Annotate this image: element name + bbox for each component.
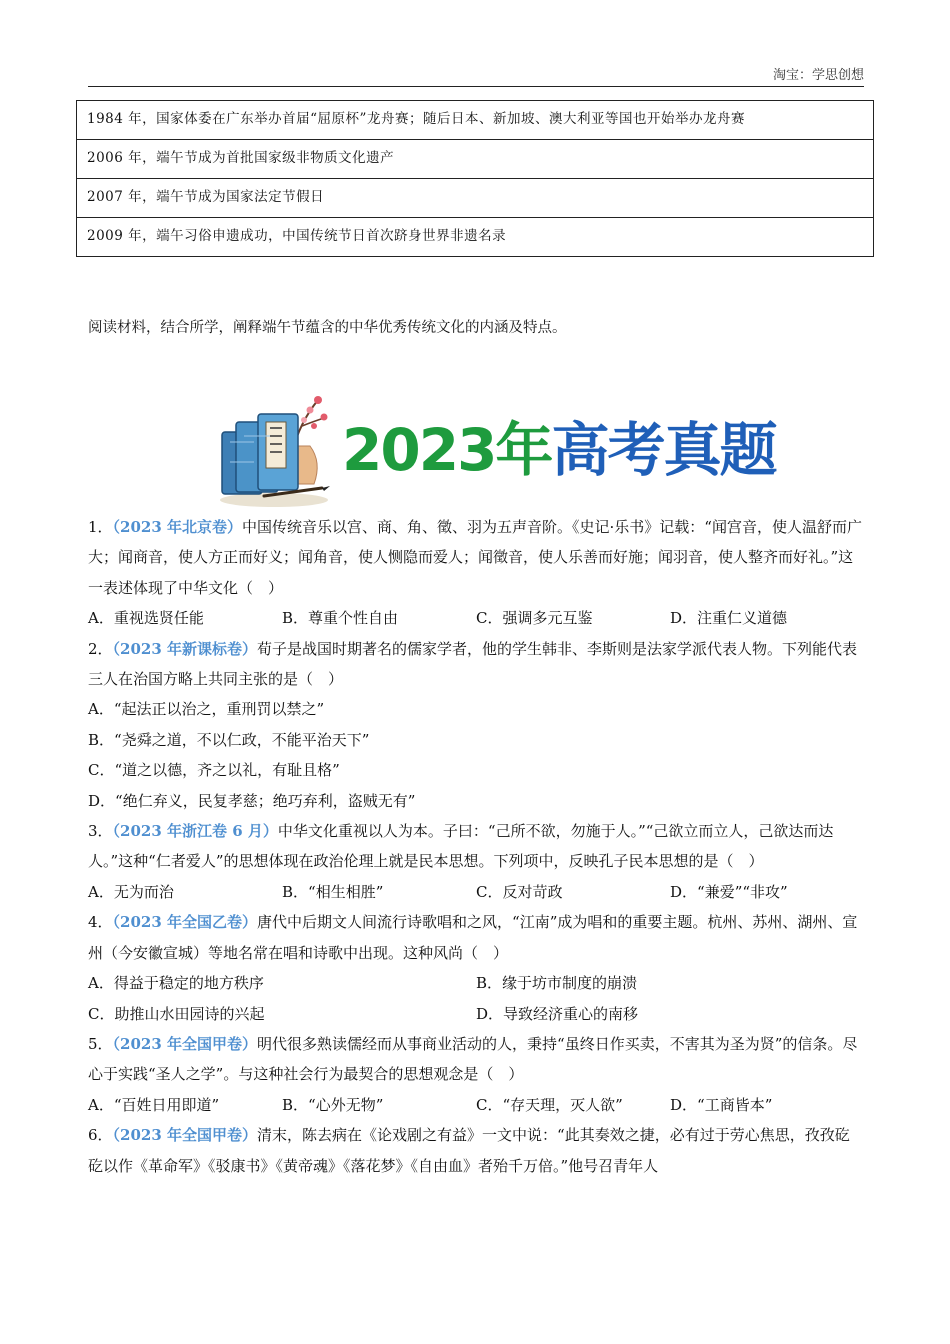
question-text: 中国传统音乐以宫、商、角、徵、羽为五声音阶。《史记·乐书》记载：“闻宫音，使人温舒而广大；闻商音，使人方正而好义；闻角音，使人恻隐而爱人；闻徵音，使人乐善而好施；闻羽音，使人整齐而好礼。”这一表述体现了中华文化（ ） [88, 518, 862, 597]
option-d: D．注重仁义道德 [670, 609, 788, 628]
question-text: 明代很多熟读儒经而从事商业活动的人，秉持“虽终日作买卖，不害其为圣为贤”的信条。尽心于实践“圣人之学”。与这种社会行为最契合的思想观念是（ ） [88, 1034, 858, 1084]
table-row [77, 179, 874, 218]
header-text: 淘宝：学思创想 [772, 68, 864, 83]
option-row [88, 603, 864, 633]
option-b: B．缘于坊市制度的崩溃 [476, 974, 638, 993]
option-a: A．“百姓日用即道” [88, 1095, 220, 1114]
table-row [77, 140, 874, 179]
question-source: （2023 年新课标卷） [112, 639, 258, 658]
option-c: C．反对苛政 [476, 882, 563, 901]
question-source: （2023 年全国甲卷） [112, 1126, 258, 1145]
question-source: （2023 年全国乙卷） [112, 913, 258, 932]
option-b: B．“尧舜之道，不以仁政，不能平治天下” [88, 730, 370, 749]
question-5 [88, 1029, 864, 1120]
option-a: A．得益于稳定的地方秩序 [88, 974, 264, 993]
question-source: （2023 年全国甲卷） [112, 1034, 258, 1053]
table-row [77, 218, 874, 257]
option-d: D．导致经济重心的南移 [476, 1004, 639, 1023]
option-a: A．“起法正以治之，重刑罚以禁之” [88, 700, 325, 719]
option-c: C．强调多元互鉴 [476, 609, 593, 628]
table-cell: 2007 年，端午节成为国家法定节假日 [77, 179, 874, 218]
table-row [77, 101, 874, 140]
book-stack-icon [214, 392, 334, 510]
table-cell: 2009 年，端午习俗申遗成功，中国传统节日首次跻身世界非遗名录 [77, 218, 874, 257]
question-list [88, 512, 864, 1181]
question-3 [88, 816, 864, 907]
option-d: D．“兼爱”“非攻” [670, 882, 788, 901]
section-banner [214, 392, 776, 510]
banner-title-year: 2023年 [342, 416, 552, 484]
option-row [88, 1090, 864, 1120]
option-b: B．尊重个性自由 [282, 609, 399, 628]
option-c: C．“存天理，灭人欲” [476, 1095, 623, 1114]
option-a: A．无为而治 [88, 882, 174, 901]
question-source: （2023 年北京卷） [112, 518, 243, 536]
question-number: 5． [88, 1034, 113, 1053]
question-number: 3． [88, 822, 113, 841]
option-row [88, 877, 864, 907]
question-6 [88, 1120, 864, 1181]
option-c: C．助推山水田园诗的兴起 [88, 1004, 265, 1023]
question-text: 中华文化重视以人为本。子曰：“己所不欲，勿施于人。”“己欲立而立人，己欲达而达人。”这种“仁者爱人”的思想体现在政治伦理上就是民本思想。下列项中，反映孔子民本思想的是（ ） [88, 822, 834, 871]
option-b: B．“相生相胜” [282, 882, 384, 901]
question-number: 2． [88, 639, 113, 658]
question-number: 4． [88, 913, 113, 932]
option-d: D．“绝仁弃义，民复孝慈；绝巧弃利，盗贼无有” [88, 791, 416, 810]
banner-title [342, 410, 775, 490]
question-number: 6． [88, 1126, 113, 1145]
question-1 [88, 512, 864, 634]
question-text: 唐代中后期文人间流行诗歌唱和之风，“江南”成为唱和的重要主题。杭州、苏州、湖州、宣州（今安徽宣城）等地名常在唱和诗歌中出现。这种风尚（ ） [88, 913, 858, 962]
question-source: （2023 年浙江卷 6 月） [112, 822, 278, 841]
option-c: C．“道之以德，齐之以礼，有耻且格” [88, 761, 340, 780]
option-b: B．“心外无物” [282, 1095, 384, 1114]
question-text: 荀子是战国时期著名的儒家学者，他的学生韩非、李斯则是法家学派代表人物。下列能代表三人在治国方略上共同主张的是（ ） [88, 639, 858, 689]
question-text: 清末，陈去病在《论戏剧之有益》一文中说：“此其奏效之捷，必有过于劳心焦思，孜孜矻矻以作《革命军》《驳康书》《黄帝魂》《落花梦》《自由血》者殆千万倍。”他号召青年人 [88, 1126, 850, 1175]
table-cell: 2006 年，端午节成为首批国家级非物质文化遗产 [77, 140, 874, 179]
option-grid [88, 968, 864, 1029]
banner-title-text: 高考真题 [551, 416, 776, 484]
question-2 [88, 634, 864, 816]
question-4 [88, 907, 864, 1029]
table-cell: 1984 年，国家体委在广东举办首届“屈原杯”龙舟赛；随后日本、新加坡、澳大利亚等国也开始举办龙舟赛 [77, 101, 874, 140]
instruction-text: 阅读材料，结合所学，阐释端午节蕴含的中华优秀传统文化的内涵及特点。 [88, 320, 567, 336]
page-header [88, 66, 864, 87]
timeline-table [76, 100, 874, 257]
question-number: 1． [88, 518, 113, 536]
option-a: A．重视选贤任能 [88, 609, 204, 628]
option-d: D．“工商皆本” [670, 1095, 773, 1114]
